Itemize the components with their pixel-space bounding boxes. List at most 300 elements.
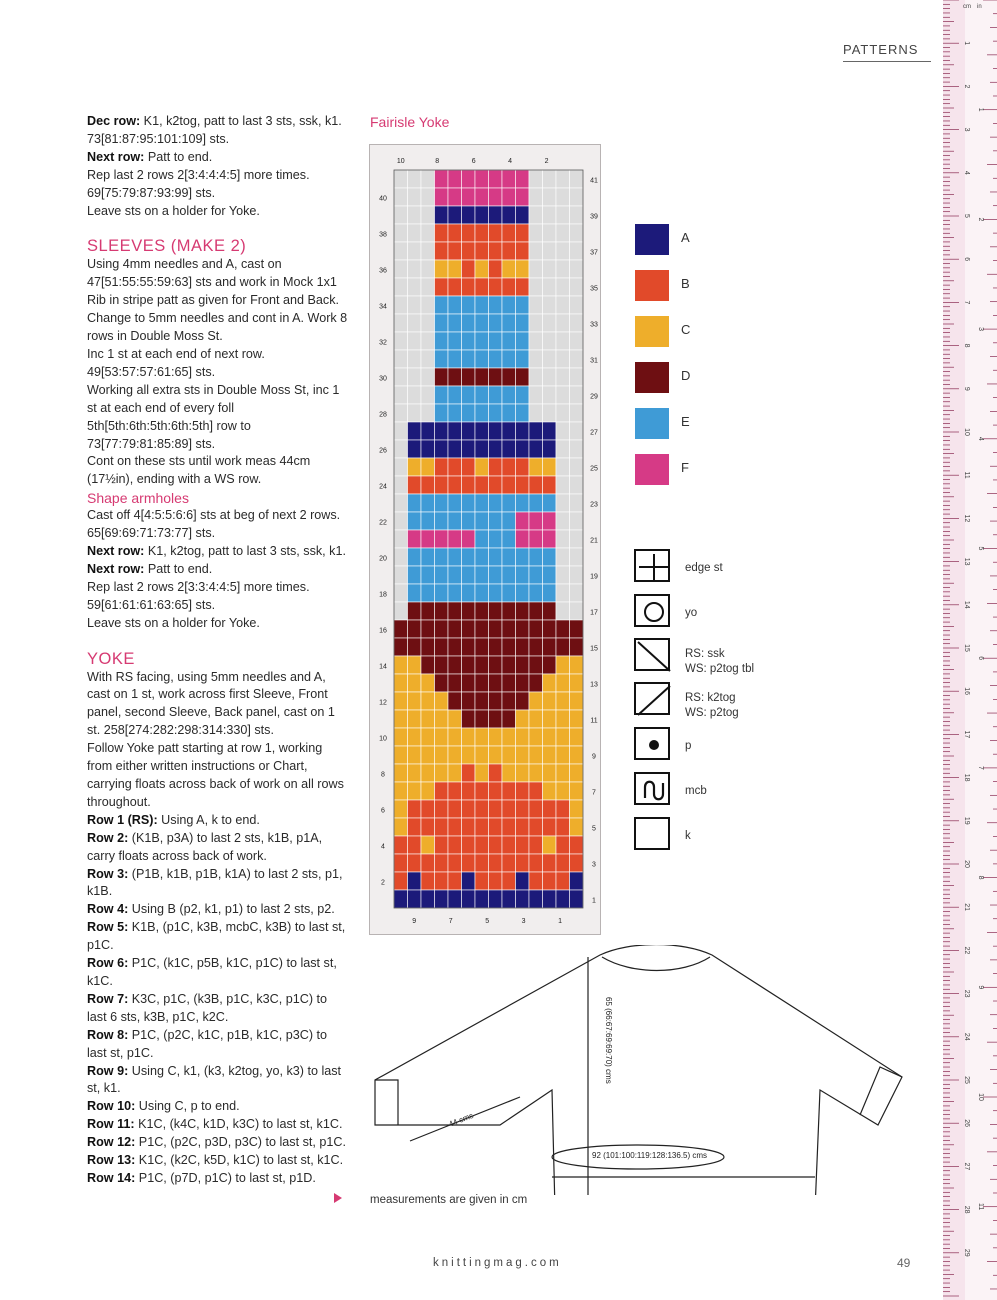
chart-cell — [489, 368, 503, 386]
ruler-cm-label: 16 — [963, 687, 970, 696]
chart-cell — [516, 836, 530, 854]
chart-cell — [394, 494, 408, 512]
chart-cell — [448, 764, 462, 782]
chart-cell — [556, 368, 570, 386]
chart-cell — [475, 494, 489, 512]
chart-cell — [489, 728, 503, 746]
chart-col-label: 9 — [412, 918, 417, 925]
chart-row-label: 11 — [590, 717, 598, 725]
chart-cell — [529, 566, 543, 584]
chart-row-label: 13 — [590, 681, 598, 689]
chart-cell — [502, 476, 516, 494]
chart-col-label: 6 — [471, 158, 476, 165]
chart-cell — [543, 638, 557, 656]
chart-cell — [408, 638, 422, 656]
right-cuff-line — [860, 1067, 902, 1115]
yoke-row-instruction — [87, 830, 349, 866]
chart-cell — [435, 422, 449, 440]
yoke-para-1: With RS facing, using 5mm needles and A, cast on 1 st, work across first Sleeve, Front panel, second Sleeve, Back panel, cast on 1 st. 258[274:282:298:314:330] sts. — [87, 669, 335, 738]
chart-cell — [435, 854, 449, 872]
color-swatch — [635, 224, 669, 255]
chart-cell — [556, 512, 570, 530]
chart-cell — [475, 188, 489, 206]
chart-cell — [408, 800, 422, 818]
chart-cell — [570, 566, 584, 584]
chart-cell — [448, 836, 462, 854]
chart-cell — [462, 458, 476, 476]
chart-cell — [502, 836, 516, 854]
chart-cell — [462, 440, 476, 458]
chart-cell — [502, 674, 516, 692]
chart-cell — [435, 566, 449, 584]
chart-cell — [421, 386, 435, 404]
chart-cell — [543, 890, 557, 908]
chart-cell — [570, 296, 584, 314]
color-label: B — [681, 276, 690, 291]
chart-cell — [556, 386, 570, 404]
chart-cell — [516, 854, 530, 872]
ruler-cm-label: 9 — [963, 386, 970, 391]
chart-cell — [556, 818, 570, 836]
chart-cell — [421, 764, 435, 782]
yoke-row-instruction — [87, 955, 349, 991]
yoke-row-instruction — [87, 866, 349, 902]
chart-row-label: 21 — [590, 537, 598, 545]
color-swatch — [635, 408, 669, 439]
chart-cell — [475, 206, 489, 224]
chart-cell — [435, 224, 449, 242]
yoke-row-text: (P1B, k1B, p1B, k1A) to last 2 sts, p1, k1B. — [87, 866, 343, 899]
chart-cell — [516, 692, 530, 710]
chart-cell — [475, 890, 489, 908]
chart-cell — [516, 422, 530, 440]
chart-cell — [475, 350, 489, 368]
chart-cell — [394, 764, 408, 782]
chart-cell — [421, 746, 435, 764]
chart-cell — [408, 548, 422, 566]
chart-cell — [435, 836, 449, 854]
chart-cell — [394, 746, 408, 764]
chart-cell — [462, 332, 476, 350]
chart-cell — [489, 890, 503, 908]
chart-cell — [421, 566, 435, 584]
chart-cell — [421, 350, 435, 368]
chart-cell — [516, 800, 530, 818]
chart-cell — [543, 494, 557, 512]
chart-cell — [502, 494, 516, 512]
color-label: C — [681, 322, 691, 337]
chart-cell — [448, 386, 462, 404]
chart-cell — [516, 278, 530, 296]
chart-cell — [543, 800, 557, 818]
chart-cell — [543, 296, 557, 314]
spacer — [87, 220, 349, 236]
chart-cell — [421, 638, 435, 656]
chart-cell — [421, 260, 435, 278]
chart-cell — [421, 728, 435, 746]
ruler-in-label: 7 — [977, 765, 984, 770]
chart-row-label: 9 — [592, 753, 596, 761]
chart-cell — [394, 224, 408, 242]
chart-cell — [502, 620, 516, 638]
chart-cell — [516, 404, 530, 422]
chart-cell — [489, 332, 503, 350]
chart-cell — [489, 872, 503, 890]
chart-cell — [502, 368, 516, 386]
yoke-row-text: Using B (p2, k1, p1) to last 2 sts, p2. — [128, 902, 335, 917]
chart-cell — [529, 602, 543, 620]
chart-cell — [462, 746, 476, 764]
chart-cell — [408, 854, 422, 872]
chart-cell — [448, 494, 462, 512]
yoke-row-label: Row 13: — [87, 1153, 136, 1168]
yoke-rows-list — [87, 812, 349, 1188]
chart-cell — [421, 296, 435, 314]
chart-cell — [435, 296, 449, 314]
ruler-in-label: 8 — [977, 875, 984, 880]
chart-cell — [516, 710, 530, 728]
chart-row-label: 39 — [590, 213, 598, 221]
chart-row-label: 32 — [379, 339, 387, 347]
chart-cell — [543, 278, 557, 296]
color-swatch — [635, 270, 669, 301]
chart-cell — [489, 818, 503, 836]
chart-cell — [502, 296, 516, 314]
chart-cell — [502, 638, 516, 656]
chart-cell — [462, 314, 476, 332]
chart-cell — [394, 890, 408, 908]
yoke-row-label: Row 11: — [87, 1117, 135, 1132]
chart-cell — [529, 188, 543, 206]
chart-cell — [556, 548, 570, 566]
chart-cell — [475, 728, 489, 746]
chart-cell — [529, 170, 543, 188]
chart-cell — [448, 404, 462, 422]
chart-cell — [435, 530, 449, 548]
sweater-schematic — [370, 945, 915, 1195]
ruler-cm-label: 20 — [963, 860, 970, 868]
chart-cell — [408, 656, 422, 674]
chart-cell — [435, 674, 449, 692]
legend-symbol-row — [634, 772, 834, 812]
chart-cell — [462, 602, 476, 620]
ruler-unit-cm: cm — [963, 4, 971, 10]
chart-cell — [529, 296, 543, 314]
left-cuff-line — [375, 1080, 398, 1125]
ruler-cm-label: 24 — [963, 1032, 970, 1041]
chart-cell — [408, 278, 422, 296]
chart-cell — [516, 566, 530, 584]
chart-cell — [529, 206, 543, 224]
chart-cell — [556, 224, 570, 242]
yoke-row-instruction — [87, 812, 349, 830]
chart-cell — [516, 368, 530, 386]
chart-cell — [489, 836, 503, 854]
chart-cell — [435, 512, 449, 530]
chart-cell — [502, 746, 516, 764]
symbol-label-line: RS: k2tog — [685, 692, 736, 704]
chart-cell — [543, 620, 557, 638]
chart-cell — [489, 404, 503, 422]
chart-row-label: 17 — [590, 609, 598, 617]
chart-cell — [529, 854, 543, 872]
page-number: 49 — [897, 1256, 911, 1270]
color-swatch — [635, 316, 669, 347]
arm-next-row-text: K1, k2tog, patt to last 3 sts, ssk, k1. — [144, 544, 346, 559]
legend-symbol-row — [634, 682, 834, 722]
armholes-para: Cast off 4[4:5:5:6:6] sts at beg of next 2 rows. 65[69:69:71:73:77] sts. — [87, 508, 341, 541]
yoke-row-text: (K1B, p3A) to last 2 sts, k1B, p1A, carry floats across back of work. — [87, 830, 323, 863]
chart-row-label: 36 — [379, 267, 387, 275]
chart-cell — [448, 314, 462, 332]
chart-cell — [489, 854, 503, 872]
chart-cell — [570, 728, 584, 746]
legend-color-f — [635, 454, 755, 488]
chart-cell — [448, 674, 462, 692]
chart-row-label: 28 — [379, 411, 387, 419]
chart-cell — [529, 332, 543, 350]
chart-cell — [570, 638, 584, 656]
chart-cell — [394, 206, 408, 224]
chart-cell — [502, 260, 516, 278]
chart-cell — [462, 890, 476, 908]
chart-cell — [475, 530, 489, 548]
symbol-label-line: RS: ssk — [685, 648, 725, 660]
chart-cell — [529, 638, 543, 656]
chart-cell — [543, 368, 557, 386]
chart-row-label: 20 — [379, 555, 387, 563]
chart-cell — [394, 332, 408, 350]
continue-arrow-icon — [334, 1193, 342, 1203]
chart-cell — [421, 494, 435, 512]
chart-cell — [570, 476, 584, 494]
chart-cell — [529, 836, 543, 854]
chart-cell — [408, 692, 422, 710]
chart-cell — [489, 638, 503, 656]
ruler-cm-label: 23 — [963, 989, 970, 998]
chart-cell — [489, 656, 503, 674]
chart-cell — [394, 170, 408, 188]
chart-cell — [421, 404, 435, 422]
chart-cell — [462, 710, 476, 728]
yoke-row-instruction — [87, 919, 349, 955]
chart-cell — [543, 314, 557, 332]
yoke-row-text: Using A, k to end. — [157, 812, 260, 827]
chart-cell — [502, 692, 516, 710]
chart-cell — [475, 836, 489, 854]
chart-cell — [529, 314, 543, 332]
chart-cell — [462, 836, 476, 854]
chart-cell — [556, 530, 570, 548]
chart-cell — [489, 746, 503, 764]
chart-cell — [475, 584, 489, 602]
chart-cell — [543, 656, 557, 674]
chart-cell — [543, 386, 557, 404]
chart-cell — [435, 764, 449, 782]
chart-cell — [556, 872, 570, 890]
chart-cell — [408, 422, 422, 440]
chart-cell — [448, 728, 462, 746]
chart-cell — [502, 854, 516, 872]
arm-next-row2-text: Patt to end. — [144, 561, 213, 576]
symbol-label — [685, 784, 707, 799]
chart-cell — [462, 656, 476, 674]
chart-cell — [543, 872, 557, 890]
chart-cell — [502, 512, 516, 530]
chart-row-label: 14 — [379, 663, 387, 671]
chart-cell — [448, 566, 462, 584]
yoke-row-label: Row 5: — [87, 920, 129, 935]
chart-cell — [570, 782, 584, 800]
chart-cell — [394, 314, 408, 332]
dec-row-text: K1, k2tog, patt to last 3 sts, ssk, k1. 73[81:87:95:101:109] sts. — [87, 114, 342, 146]
chart-cell — [448, 782, 462, 800]
chart-cell — [529, 458, 543, 476]
ruler-in-label: 5 — [977, 546, 984, 551]
chart-cell — [570, 224, 584, 242]
chart-cell — [570, 692, 584, 710]
chart-cell — [489, 512, 503, 530]
chart-cell — [556, 206, 570, 224]
ruler-in-label: 6 — [977, 656, 984, 661]
chart-cell — [516, 818, 530, 836]
chart-cell — [570, 854, 584, 872]
chart-cell — [435, 638, 449, 656]
chart-cell — [475, 782, 489, 800]
chart-cell — [448, 242, 462, 260]
chart-cell — [543, 584, 557, 602]
chart-row-label: 23 — [590, 501, 598, 509]
chart-cell — [489, 386, 503, 404]
chart-row-label: 40 — [379, 195, 387, 203]
chart-cell — [408, 836, 422, 854]
chart-cell — [408, 494, 422, 512]
chart-cell — [448, 548, 462, 566]
legend-symbol-row — [634, 594, 834, 634]
chart-cell — [502, 278, 516, 296]
chart-cell — [516, 350, 530, 368]
chart-cell — [543, 170, 557, 188]
chart-cell — [502, 332, 516, 350]
chart-cell — [448, 476, 462, 494]
chart-cell — [408, 620, 422, 638]
legend-color-d — [635, 362, 755, 396]
chart-cell — [435, 206, 449, 224]
chart-cell — [543, 854, 557, 872]
chart-cell — [462, 476, 476, 494]
chart-cell — [543, 206, 557, 224]
chart-cell — [408, 224, 422, 242]
chart-cell — [394, 530, 408, 548]
chart-cell — [475, 872, 489, 890]
symbol-label-line: WS: p2tog tbl — [685, 663, 755, 675]
chart-cell — [448, 278, 462, 296]
yoke-row-instruction — [87, 1098, 349, 1116]
chart-cell — [462, 764, 476, 782]
yoke-row-label: Row 4: — [87, 902, 129, 917]
chart-cell — [570, 242, 584, 260]
chart-cell — [502, 584, 516, 602]
chart-cell — [462, 386, 476, 404]
yoke-row-instruction — [87, 1134, 349, 1152]
chart-row-label: 30 — [379, 375, 387, 383]
chart-cell — [448, 818, 462, 836]
chart-cell — [408, 170, 422, 188]
chart-cell — [394, 818, 408, 836]
chart-cell — [516, 602, 530, 620]
yoke-row-label: Row 2: — [87, 830, 129, 845]
chart-cell — [570, 710, 584, 728]
color-swatch — [635, 454, 669, 485]
chart-cell — [502, 404, 516, 422]
chart-cell — [516, 224, 530, 242]
chart-cell — [516, 584, 530, 602]
spacer — [87, 633, 349, 649]
chart-cell — [516, 548, 530, 566]
symbol-label — [685, 561, 723, 576]
chart-cell — [394, 422, 408, 440]
chart-cell — [489, 458, 503, 476]
yoke-row-label: Row 3: — [87, 866, 129, 881]
chart-cell — [516, 764, 530, 782]
chart-cell — [570, 674, 584, 692]
chart-cell — [448, 710, 462, 728]
chart-cell — [543, 224, 557, 242]
chart-cell — [529, 350, 543, 368]
chart-cell — [489, 782, 503, 800]
ruler-in-label: 10 — [977, 1093, 984, 1101]
chart-cell — [421, 278, 435, 296]
chart-cell — [543, 440, 557, 458]
ruler-cm-label: 26 — [963, 1119, 970, 1128]
chart-cell — [462, 584, 476, 602]
chart-cell — [435, 458, 449, 476]
chart-cell — [448, 620, 462, 638]
chart-cell — [394, 260, 408, 278]
chart-cell — [502, 386, 516, 404]
chart-cell — [543, 548, 557, 566]
chart-cell — [448, 638, 462, 656]
chart-cell — [421, 188, 435, 206]
chart-cell — [408, 440, 422, 458]
sleeves-para-4: Working all extra sts in Double Moss St, inc 1 st at each end of every foll 5th[5th:6th:5th:6th:5th] row to 73[77:79:81:85:89] sts. — [87, 382, 340, 451]
chart-cell — [408, 782, 422, 800]
chart-cell — [475, 854, 489, 872]
chart-cell — [435, 656, 449, 674]
chart-cell — [556, 638, 570, 656]
chart-cell — [475, 458, 489, 476]
symbol-label-line: k — [685, 830, 691, 842]
chart-cell — [570, 512, 584, 530]
chart-cell — [394, 692, 408, 710]
chart-cell — [556, 728, 570, 746]
chart-cell — [408, 728, 422, 746]
chart-cell — [543, 332, 557, 350]
chart-cell — [570, 494, 584, 512]
chart-cell — [394, 368, 408, 386]
chart-cell — [543, 566, 557, 584]
chart-cell — [489, 440, 503, 458]
chart-cell — [543, 674, 557, 692]
chart-cell — [570, 422, 584, 440]
chart-cell — [502, 710, 516, 728]
ruler-unit-in: in — [977, 4, 982, 10]
chart-cell — [529, 494, 543, 512]
chart-cell — [502, 602, 516, 620]
chart-cell — [556, 476, 570, 494]
chart-cell — [394, 350, 408, 368]
chart-cell — [462, 638, 476, 656]
